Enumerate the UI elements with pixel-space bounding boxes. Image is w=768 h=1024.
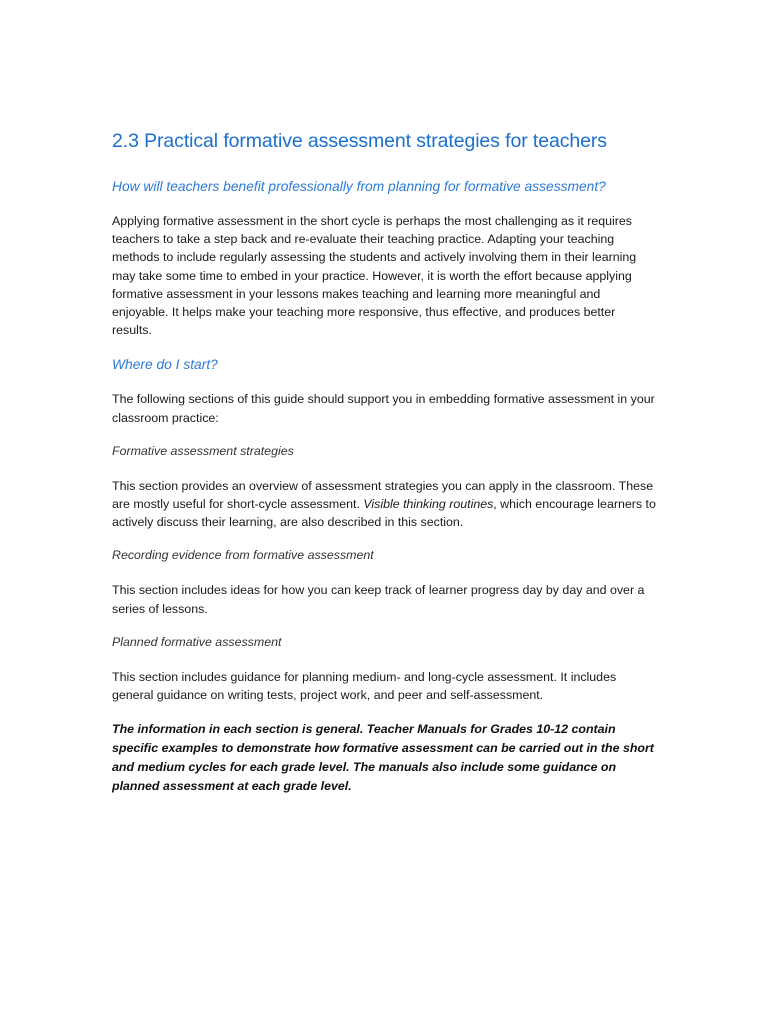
page-title: 2.3 Practical formative assessment strategies for teachers: [112, 130, 607, 152]
section-text-recording: This section includes ideas for how you can keep track of learner progress day by day and over a series of lessons.: [112, 583, 645, 616]
start-heading: Where do I start?: [112, 357, 218, 373]
section-text-strategies: [112, 477, 658, 532]
section-text-planned: This section includes guidance for planning medium- and long-cycle assessment. It includes general guidance on writing tests, project work, and peer and self-assessment.: [112, 669, 617, 703]
visible-thinking-routines-emphasis: Visible thinking routines: [363, 497, 494, 512]
section-text-strategies-part2: , which encourage learners to actively discuss their learning, are also described in this section.: [112, 497, 656, 530]
document-page: [112, 128, 658, 795]
section-text-strategies-part1: This section provides an overview of assessment strategies you can apply in the classroom. These are mostly useful for short-cycle assessment.: [112, 478, 654, 512]
section-label-recording: Recording evidence from formative assessment: [112, 548, 374, 563]
intro-paragraph: Applying formative assessment in the short cycle is perhaps the most challenging as it requires teachers to take a step back and re-evaluate their teaching practice. Adapting your teaching methods to include regularly assessing the students and actively involving them in their learning may take some time to embed in your practice. However, it is worth the effort because applying formative assessment in your lessons makes teaching and learning more meaningful and enjoyable. It helps make your teaching more responsive, thus effective, and produces better results.: [112, 214, 637, 338]
closing-note: The information in each section is general. Teacher Manuals for Grades 10-12 contain specific examples to demonstrate how formative assessment can be carried out in the short and medium cycles for each grade level. The manuals also include some guidance on planned assessment at each grade level.: [112, 722, 654, 793]
section-label-planned: Planned formative assessment: [112, 634, 282, 649]
question-heading: How will teachers benefit professionally from planning for formative assessment?: [112, 179, 606, 194]
section-label-strategies: Formative assessment strategies: [112, 443, 294, 458]
sections-intro-paragraph: The following sections of this guide should support you in embedding formative assessment in your classroom practice:: [112, 392, 655, 425]
